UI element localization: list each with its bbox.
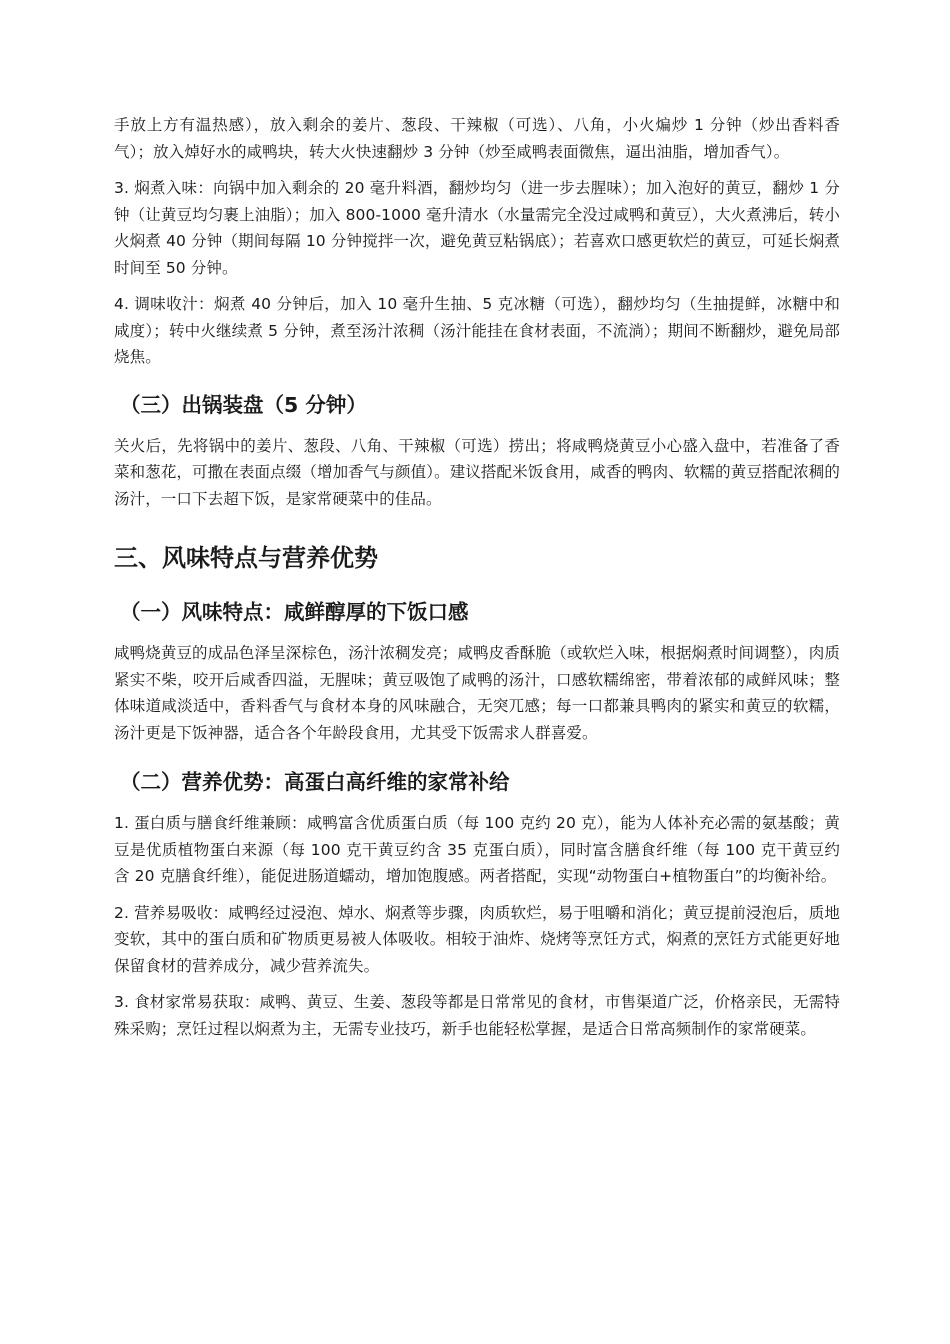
heading-nutrition: （二）营养优势：高蛋白高纤维的家常补给 — [120, 770, 510, 794]
paragraph-nutrition-2: 2. 营养易吸收：咸鸭经过浸泡、焯水、焖煮等步骤，肉质软烂，易于咀嚼和消化；黄豆提前浸泡后，质地变软，其中的蛋白质和矿物质更易被人体吸收。相较于油炸、烧烤等烹饪方式，焖煮的烹饪方式能更好地保留食材的营养成分，减少营养流失。 — [114, 903, 840, 975]
document-page — [114, 112, 840, 1052]
heading-flavor: （一）风味特点：咸鲜醇厚的下饭口感 — [120, 600, 469, 624]
paragraph-stirfry-continued: 手放上方有温热感），放入剩余的姜片、葱段、干辣椒（可选）、八角，小火煸炒 1 分钟（炒出香料香气）；放入焯好水的咸鸭块，转大火快速翻炒 3 分钟（炒至咸鸭表面微焦，逼出油脂，增加香气）。 — [114, 116, 840, 161]
section-title-flavor-nutrition: 三、风味特点与营养优势 — [114, 544, 378, 572]
paragraph-step-4-season: 4. 调味收汁：焖煮 40 分钟后，加入 10 毫升生抽、5 克冰糖（可选），翻炒均匀（生抽提鲜，冰糖中和咸度）；转中火继续煮 5 分钟，煮至汤汁浓稠（汤汁能挂在食材表面，不流淌）；期间不断翻炒，避免局部烧焦。 — [114, 295, 840, 366]
heading-plating: （三）出锅装盘（5 分钟） — [120, 392, 367, 417]
paragraph-nutrition-3: 3. 食材家常易获取：咸鸭、黄豆、生姜、葱段等都是日常常见的食材，市售渠道广泛，价格亲民，无需特殊采购；烹饪过程以焖煮为主，无需专业技巧，新手也能轻松掌握，是适合日常高频制作的家常硬菜。 — [114, 993, 840, 1038]
paragraph-nutrition-1: 1. 蛋白质与膳食纤维兼顾：咸鸭富含优质蛋白质（每 100 克约 20 克），能为人体补充必需的氨基酸；黄豆是优质植物蛋白来源（每 100 克干黄豆约含 35 克蛋白质），同时富含膳食纤维（每 100 克干黄豆约含 20 克膳食纤维），能促进肠道蠕动，增加饱腹感。两者搭配，实现“动物蛋白+植物蛋白”的均衡补给。 — [114, 814, 840, 885]
paragraph-flavor: 咸鸭烧黄豆的成品色泽呈深棕色，汤汁浓稠发亮；咸鸭皮香酥脆（或软烂入味，根据焖煮时间调整），肉质紧实不柴，咬开后咸香四溢，无腥味；黄豆吸饱了咸鸭的汤汁，口感软糯绵密，带着浓郁的咸鲜风味；整体味道咸淡适中，香料香气与食材本身的风味融合，无突兀感；每一口都兼具鸭肉的紧实和黄豆的软糯，汤汁更是下饭神器，适合各个年龄段食用，尤其受下饭需求人群喜爱。 — [114, 644, 840, 742]
paragraph-step-3-braise: 3. 焖煮入味：向锅中加入剩余的 20 毫升料酒，翻炒均匀（进一步去腥味）；加入泡好的黄豆，翻炒 1 分钟（让黄豆均匀裹上油脂）；加入 800-1000 毫升清水（水量需完全没过咸鸭和黄豆），大火煮沸后，转小火焖煮 40 分钟（期间每隔 10 分钟搅拌一次，避免黄豆粘锅底）；若喜欢口感更软烂的黄豆，可延长焖煮时间至 50 分钟。 — [114, 179, 840, 277]
paragraph-plating: 关火后，先将锅中的姜片、葱段、八角、干辣椒（可选）捞出；将咸鸭烧黄豆小心盛入盘中，若准备了香菜和葱花，可撒在表面点缀（增加香气与颜值）。建议搭配米饭食用，咸香的鸭肉、软糯的黄豆搭配浓稠的汤汁，一口下去超下饭，是家常硬菜中的佳品。 — [114, 436, 840, 508]
